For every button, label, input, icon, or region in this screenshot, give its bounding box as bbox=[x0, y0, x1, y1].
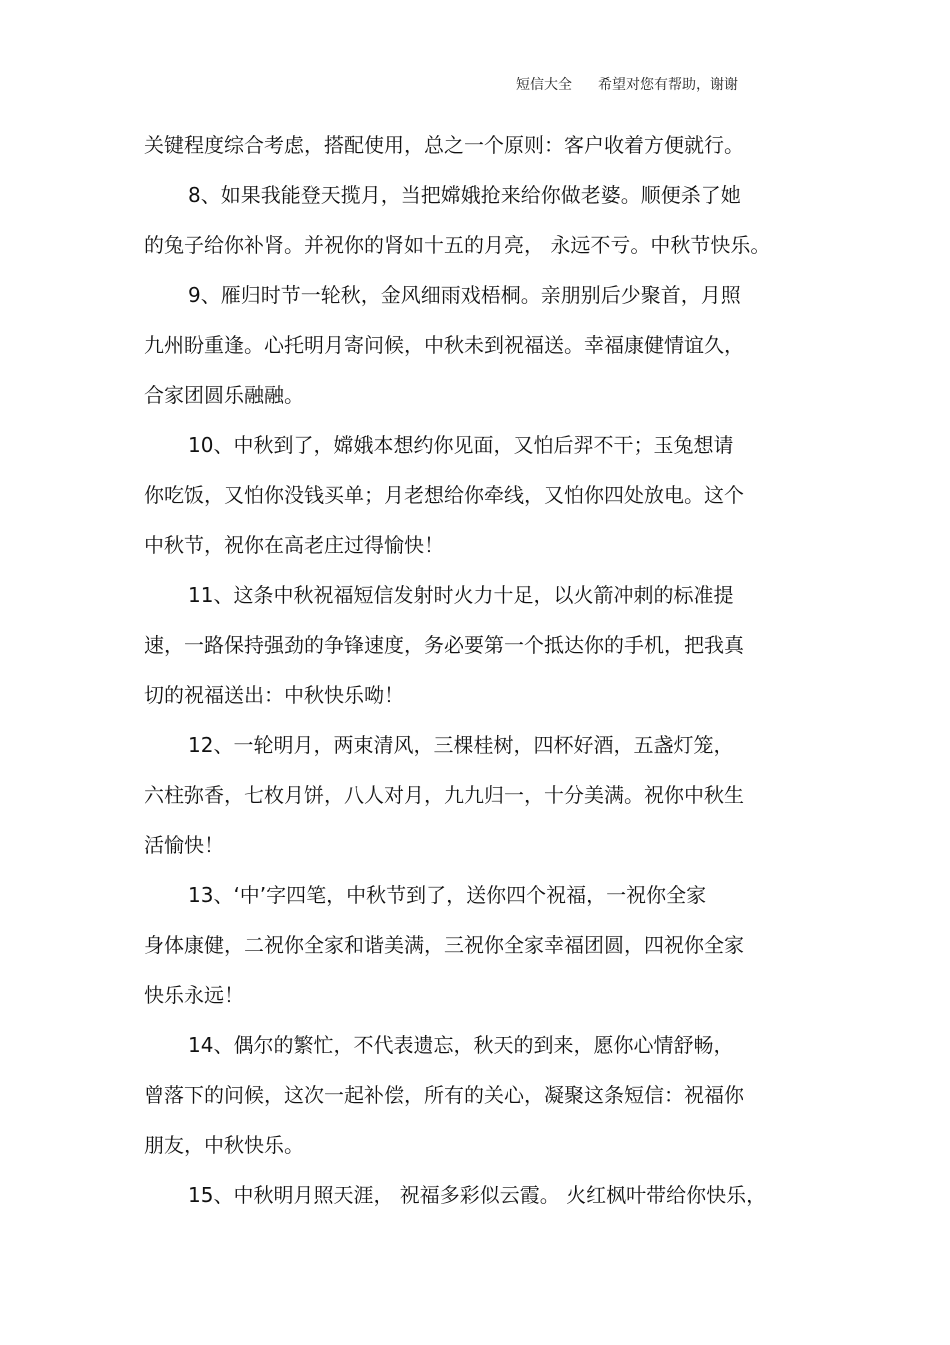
text-line: 的兔子给你补肾。并祝你的肾如十五的月亮， 永远不亏。中秋节快乐。 bbox=[144, 233, 771, 257]
text-line: 身体康健，二祝你全家和谐美满，三祝你全家幸福团圆，四祝你全家 bbox=[144, 933, 744, 957]
text-line: 快乐永远！ bbox=[144, 983, 244, 1007]
text-line: 速，一路保持强劲的争锋速度，务必要第一个抵达你的手机，把我真 bbox=[144, 633, 744, 657]
text-line: 8、如果我能登天揽月，当把嫦娥抢来给你做老婆。顺便杀了她 bbox=[188, 183, 741, 207]
text-line: 六柱弥香，七枚月饼，八人对月，九九归一，十分美满。祝你中秋生 bbox=[144, 783, 744, 807]
text-line: 14、偶尔的繁忙，不代表遗忘，秋天的到来，愿你心情舒畅， bbox=[188, 1033, 734, 1057]
text-line: 中秋节，祝你在高老庄过得愉快！ bbox=[144, 533, 444, 557]
text-line: 10、中秋到了，嫦娥本想约你见面，又怕后羿不干；玉兔想请 bbox=[188, 433, 734, 457]
text-line: 9、雁归时节一轮秋，金风细雨戏梧桐。亲朋别后少聚首，月照 bbox=[188, 283, 741, 307]
text-line: 关键程度综合考虑，搭配使用，总之一个原则：客户收着方便就行。 bbox=[144, 133, 744, 157]
text-line: 12、一轮明月，两束清风，三棵桂树，四杯好酒，五盏灯笼， bbox=[188, 733, 734, 757]
text-line: 13、‘中’字四笔，中秋节到了，送你四个祝福，一祝你全家 bbox=[188, 883, 707, 907]
header-right-text: 希望对您有帮助，谢谢 bbox=[598, 77, 738, 93]
page-header bbox=[516, 74, 738, 94]
text-line: 九州盼重逢。心托明月寄问候，中秋未到祝福送。幸福康健情谊久， bbox=[144, 333, 744, 357]
text-line: 曾落下的问候，这次一起补偿，所有的关心，凝聚这条短信：祝福你 bbox=[144, 1083, 744, 1107]
text-line: 切的祝福送出：中秋快乐呦！ bbox=[144, 683, 404, 707]
text-line: 合家团圆乐融融。 bbox=[144, 383, 304, 407]
text-line: 15、中秋明月照天涯， 祝福多彩似云霞。 火红枫叶带给你快乐， bbox=[188, 1183, 767, 1207]
header-left-text: 短信大全 bbox=[516, 77, 572, 93]
text-line: 11、这条中秋祝福短信发射时火力十足，以火箭冲刺的标准提 bbox=[188, 583, 734, 607]
text-line: 朋友，中秋快乐。 bbox=[144, 1133, 304, 1157]
text-line: 活愉快！ bbox=[144, 833, 224, 857]
text-line: 你吃饭，又怕你没钱买单；月老想给你牵线，又怕你四处放电。这个 bbox=[144, 483, 744, 507]
